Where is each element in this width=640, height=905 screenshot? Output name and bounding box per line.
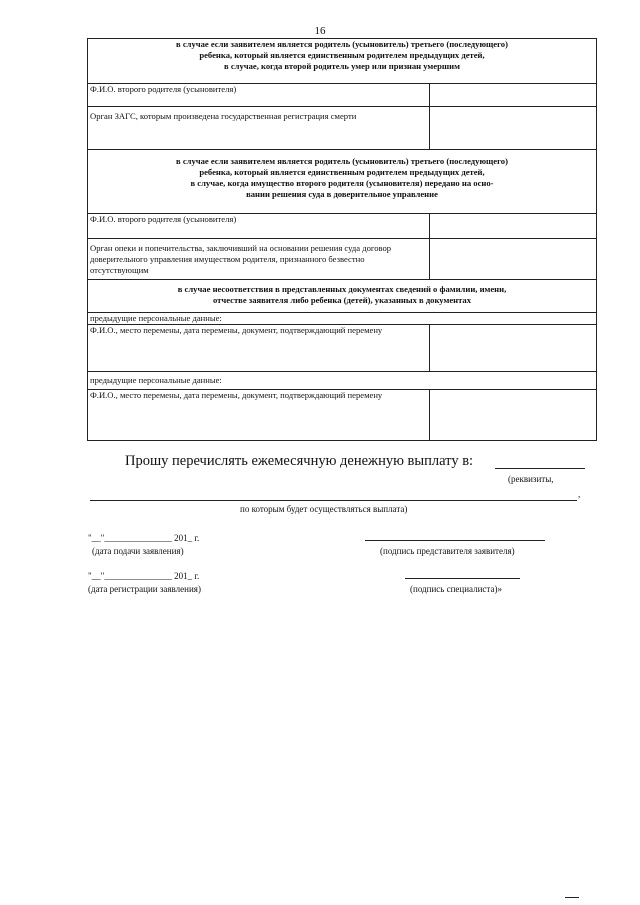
registration-date-field[interactable]: "__"_______________ 201_ г.: [88, 571, 200, 581]
field-label: Ф.И.О., место перемены, дата перемены, документ, подтверждающий перемену: [88, 325, 430, 372]
table-row: [88, 372, 597, 390]
table-row: [88, 84, 597, 107]
payment-hint-1: (реквизиты,: [508, 474, 554, 484]
section-2-header-row: [88, 150, 597, 214]
table-row: [88, 239, 597, 280]
section-header-line: в случае, когда второй родитель умер или признан умершим: [224, 61, 460, 71]
field-value-cell[interactable]: [430, 325, 597, 372]
table-row: [88, 390, 597, 441]
applicant-signature-label: (подпись представителя заявителя): [380, 546, 515, 556]
section-header-line: в случае если заявителем является родитель (усыновитель) третьего (последующего): [176, 39, 508, 49]
field-label: предыдущие персональные данные:: [88, 313, 597, 325]
section-header-line: ребенка, который является единственным родителем предыдущих детей,: [199, 167, 485, 177]
payment-details-line[interactable]: [90, 500, 577, 501]
field-label: Ф.И.О. второго родителя (усыновителя): [88, 214, 430, 239]
payment-details-blank[interactable]: [495, 468, 585, 469]
table-row: [88, 214, 597, 239]
field-value-cell[interactable]: [430, 84, 597, 107]
section-header-line: отчестве заявителя либо ребенка (детей), указанных в документах: [212, 295, 472, 305]
field-label: предыдущие персональные данные:: [88, 372, 597, 390]
field-value-cell[interactable]: [430, 390, 597, 441]
submission-date-label: (дата подачи заявления): [92, 546, 184, 556]
table-row: [88, 107, 597, 150]
corner-mark: [565, 897, 579, 898]
field-value-cell[interactable]: [430, 214, 597, 239]
registration-date-label: (дата регистрации заявления): [88, 584, 201, 594]
section-header-line: ребенка, который является единственным родителем предыдущих детей,: [199, 50, 485, 60]
payment-hint-2: по которым будет осуществляться выплата): [240, 504, 408, 514]
table-row: [88, 313, 597, 325]
application-table: [87, 38, 597, 441]
section-2-header: [88, 150, 597, 214]
section-header-line: в случае если заявителем является родитель (усыновитель) третьего (последующего): [176, 156, 508, 166]
page-number: 16: [314, 25, 326, 37]
submission-date-field[interactable]: "__"_______________ 201_ г.: [88, 533, 200, 543]
payment-request-text: Прошу перечислять ежемесячную денежную выплату в:: [125, 453, 474, 469]
field-value-cell[interactable]: [430, 107, 597, 150]
section-header-line: в случае, когда имущество второго родителя (усыновителя) передано на осно-: [190, 178, 494, 188]
section-3-header: [88, 280, 597, 313]
field-label: Орган опеки и попечительства, заключивший на основании решения суда договор доверительного управления имуществом родителя, признанного безвестно отсутствующим: [88, 239, 430, 280]
field-value-cell[interactable]: [430, 239, 597, 280]
field-label: Орган ЗАГС, которым произведена государственная регистрация смерти: [88, 107, 430, 150]
payment-comma: ,: [578, 489, 581, 499]
section-header-line: вании решения суда в доверительное управление: [246, 189, 438, 199]
specialist-signature-label: (подпись специалиста)»: [410, 584, 502, 594]
specialist-signature-line[interactable]: [405, 578, 520, 579]
field-label: Ф.И.О. второго родителя (усыновителя): [88, 84, 430, 107]
section-header-line: в случае несоответствия в представленных документах сведений о фамилии, имени,: [177, 284, 507, 294]
field-label: Ф.И.О., место перемены, дата перемены, документ, подтверждающий перемену: [88, 390, 430, 441]
section-3-header-row: [88, 280, 597, 313]
section-1-header-row: [88, 39, 597, 84]
applicant-signature-line[interactable]: [365, 540, 545, 541]
table-row: [88, 325, 597, 372]
section-1-header: [88, 39, 597, 84]
